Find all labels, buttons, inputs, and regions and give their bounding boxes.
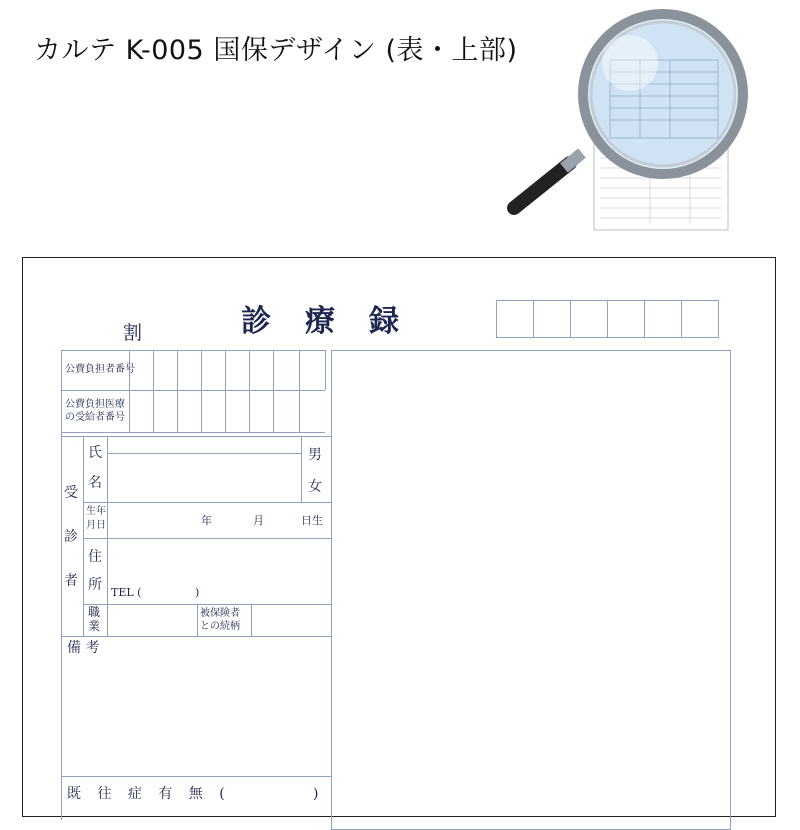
- tel-label: TEL (: [111, 586, 142, 599]
- birth-label-1: 生年: [86, 506, 106, 517]
- kiou-label: 既 往 症 有 無 (: [67, 786, 231, 802]
- shimei-1: 氏: [88, 445, 102, 461]
- kohi-jukyusha-label-1: 公費負担医療: [65, 399, 125, 410]
- number-box[interactable]: [570, 300, 608, 338]
- number-box[interactable]: [681, 300, 719, 338]
- shimei-2: 名: [88, 475, 102, 491]
- number-box[interactable]: [496, 300, 534, 338]
- zokugara-1: 被保険者: [200, 608, 240, 619]
- number-box[interactable]: [644, 300, 682, 338]
- form-title: 診療録: [241, 304, 433, 339]
- birth-label-2: 月日: [86, 520, 106, 531]
- nen-label: 年: [201, 514, 212, 527]
- jusho-1: 住: [88, 549, 102, 565]
- number-box[interactable]: [607, 300, 645, 338]
- wari-label: 割: [123, 322, 143, 344]
- jusho-2: 所: [88, 577, 102, 593]
- clinical-notes-area[interactable]: [331, 350, 731, 830]
- kohi-futansha-label: 公費負担者番号: [65, 364, 135, 375]
- number-boxes: [497, 300, 719, 338]
- tel-close: ): [195, 586, 200, 599]
- kohi-jukyusha-label-2: の受給者番号: [65, 412, 125, 423]
- chart-form: [22, 257, 776, 817]
- shokugyo-1: 職: [88, 605, 101, 619]
- nichisei-label: 日生: [301, 514, 323, 527]
- jushinsha-2: 診: [64, 529, 78, 545]
- tsuki-label: 月: [253, 514, 264, 527]
- jushinsha-3: 者: [64, 573, 78, 589]
- kiou-close: ): [313, 786, 319, 802]
- page-heading: カルテ K-005 国保デザイン (表・上部): [34, 35, 518, 66]
- sex-female[interactable]: 女: [308, 479, 322, 495]
- zokugara-2: との続柄: [200, 621, 240, 632]
- number-box[interactable]: [533, 300, 571, 338]
- biko-label: 備 考: [67, 640, 100, 656]
- sex-male[interactable]: 男: [308, 447, 322, 463]
- magnifier-icon: [500, 8, 750, 238]
- jushinsha-1: 受: [64, 485, 78, 501]
- shokugyo-2: 業: [88, 619, 101, 633]
